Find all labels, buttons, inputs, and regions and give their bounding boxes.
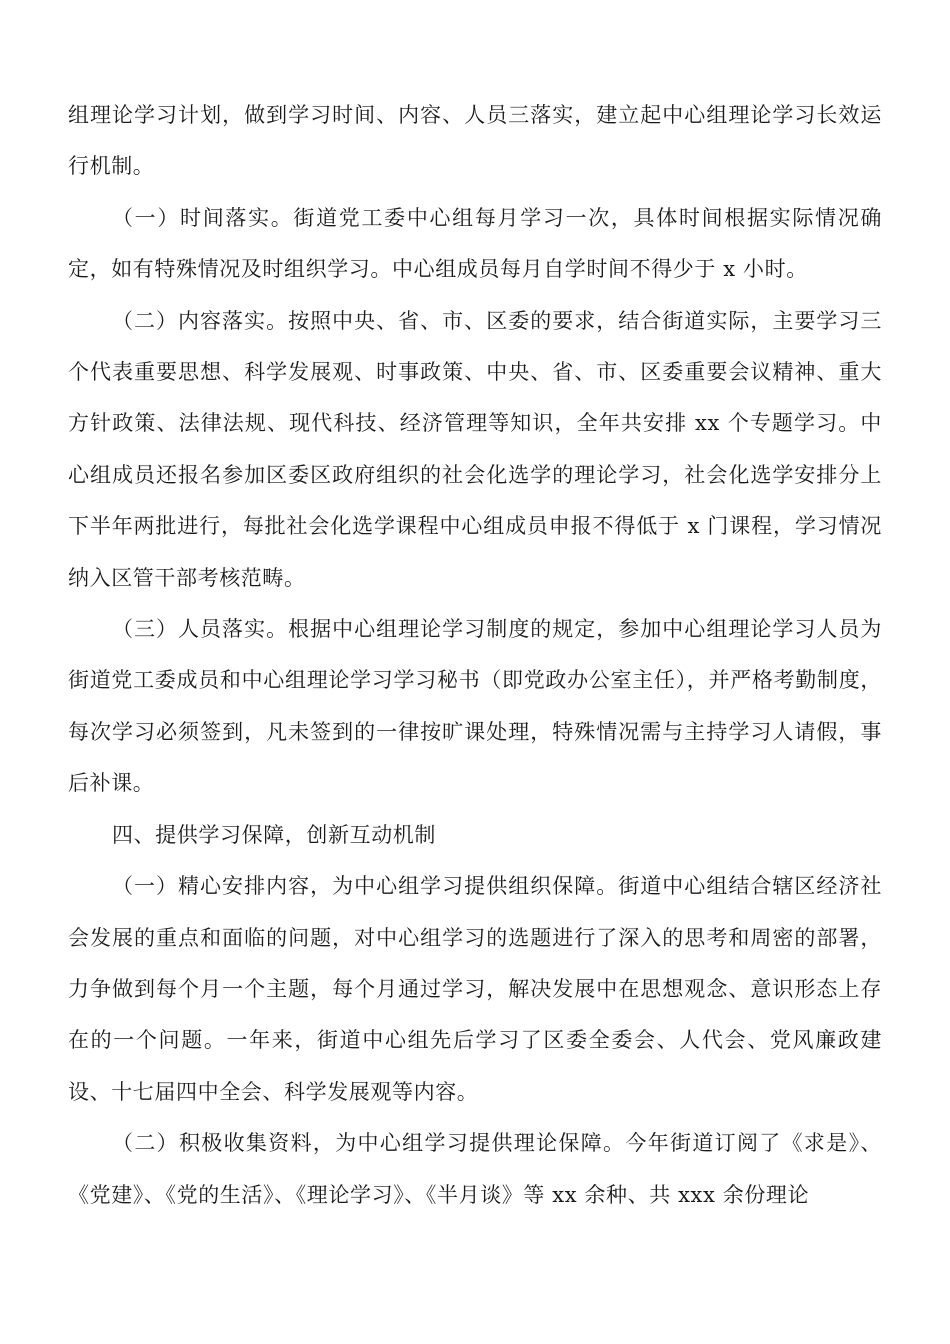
paragraph-time: （一）时间落实。街道党工委中心组每月学习一次，具体时间根据实际情况确定，如有特殊情况及时组织学习。中心组成员每月自学时间不得少于 x 小时。 xyxy=(68,205,882,282)
paragraph-organization: （一）精心安排内容，为中心组学习提供组织保障。街道中心组结合辖区经济社会发展的重点和面临的问题，对中心组学习的选题进行了深入的思考和周密的部署，力争做到每个月一个主题，每个月通过学习，解决发展中在思想观念、意识形态上存在的一个问题。一年来，街道中心组先后学习了区委全委会、人代会、党风廉政建设、十七届四中全会、科学发展观等内容。 xyxy=(68,874,882,1104)
paragraph-content: （二）内容落实。按照中央、省、市、区委的要求，结合街道实际，主要学习三个代表重要思想、科学发展观、时事政策、中央、省、市、区委重要会议精神、重大方针政策、法律法规、现代科技、经济管理等知识，全年共安排 xx 个专题学习。中心组成员还报名参加区委区政府组织的社会化选学的理论学习，社会化选学安排分上下半年两批进行，每批社会化选学课程中心组成员申报不得低于 x 门课程，学习情况纳入区管干部考核范畴。 xyxy=(68,308,882,590)
paragraph-materials: （二）积极收集资料，为中心组学习提供理论保障。今年街道订阅了《求是》、《党建》、《党的生活》、《理论学习》、《半月谈》等 xx 余种、共 xxx 余份理论 xyxy=(68,1131,882,1207)
paragraph-continuation: 组理论学习计划，做到学习时间、内容、人员三落实，建立起中心组理论学习长效运行机制。 xyxy=(68,103,882,179)
paragraph-personnel: （三）人员落实。根据中心组理论学习制度的规定，参加中心组理论学习人员为街道党工委成员和中心组理论学习学习秘书（即党政办公室主任），并严格考勤制度，每次学习必须签到，凡未签到的一律按旷课处理，特殊情况需与主持学习人请假，事后补课。 xyxy=(68,617,882,796)
section-heading: 四、提供学习保障，创新互动机制 xyxy=(112,822,436,847)
document-body xyxy=(68,90,882,1221)
